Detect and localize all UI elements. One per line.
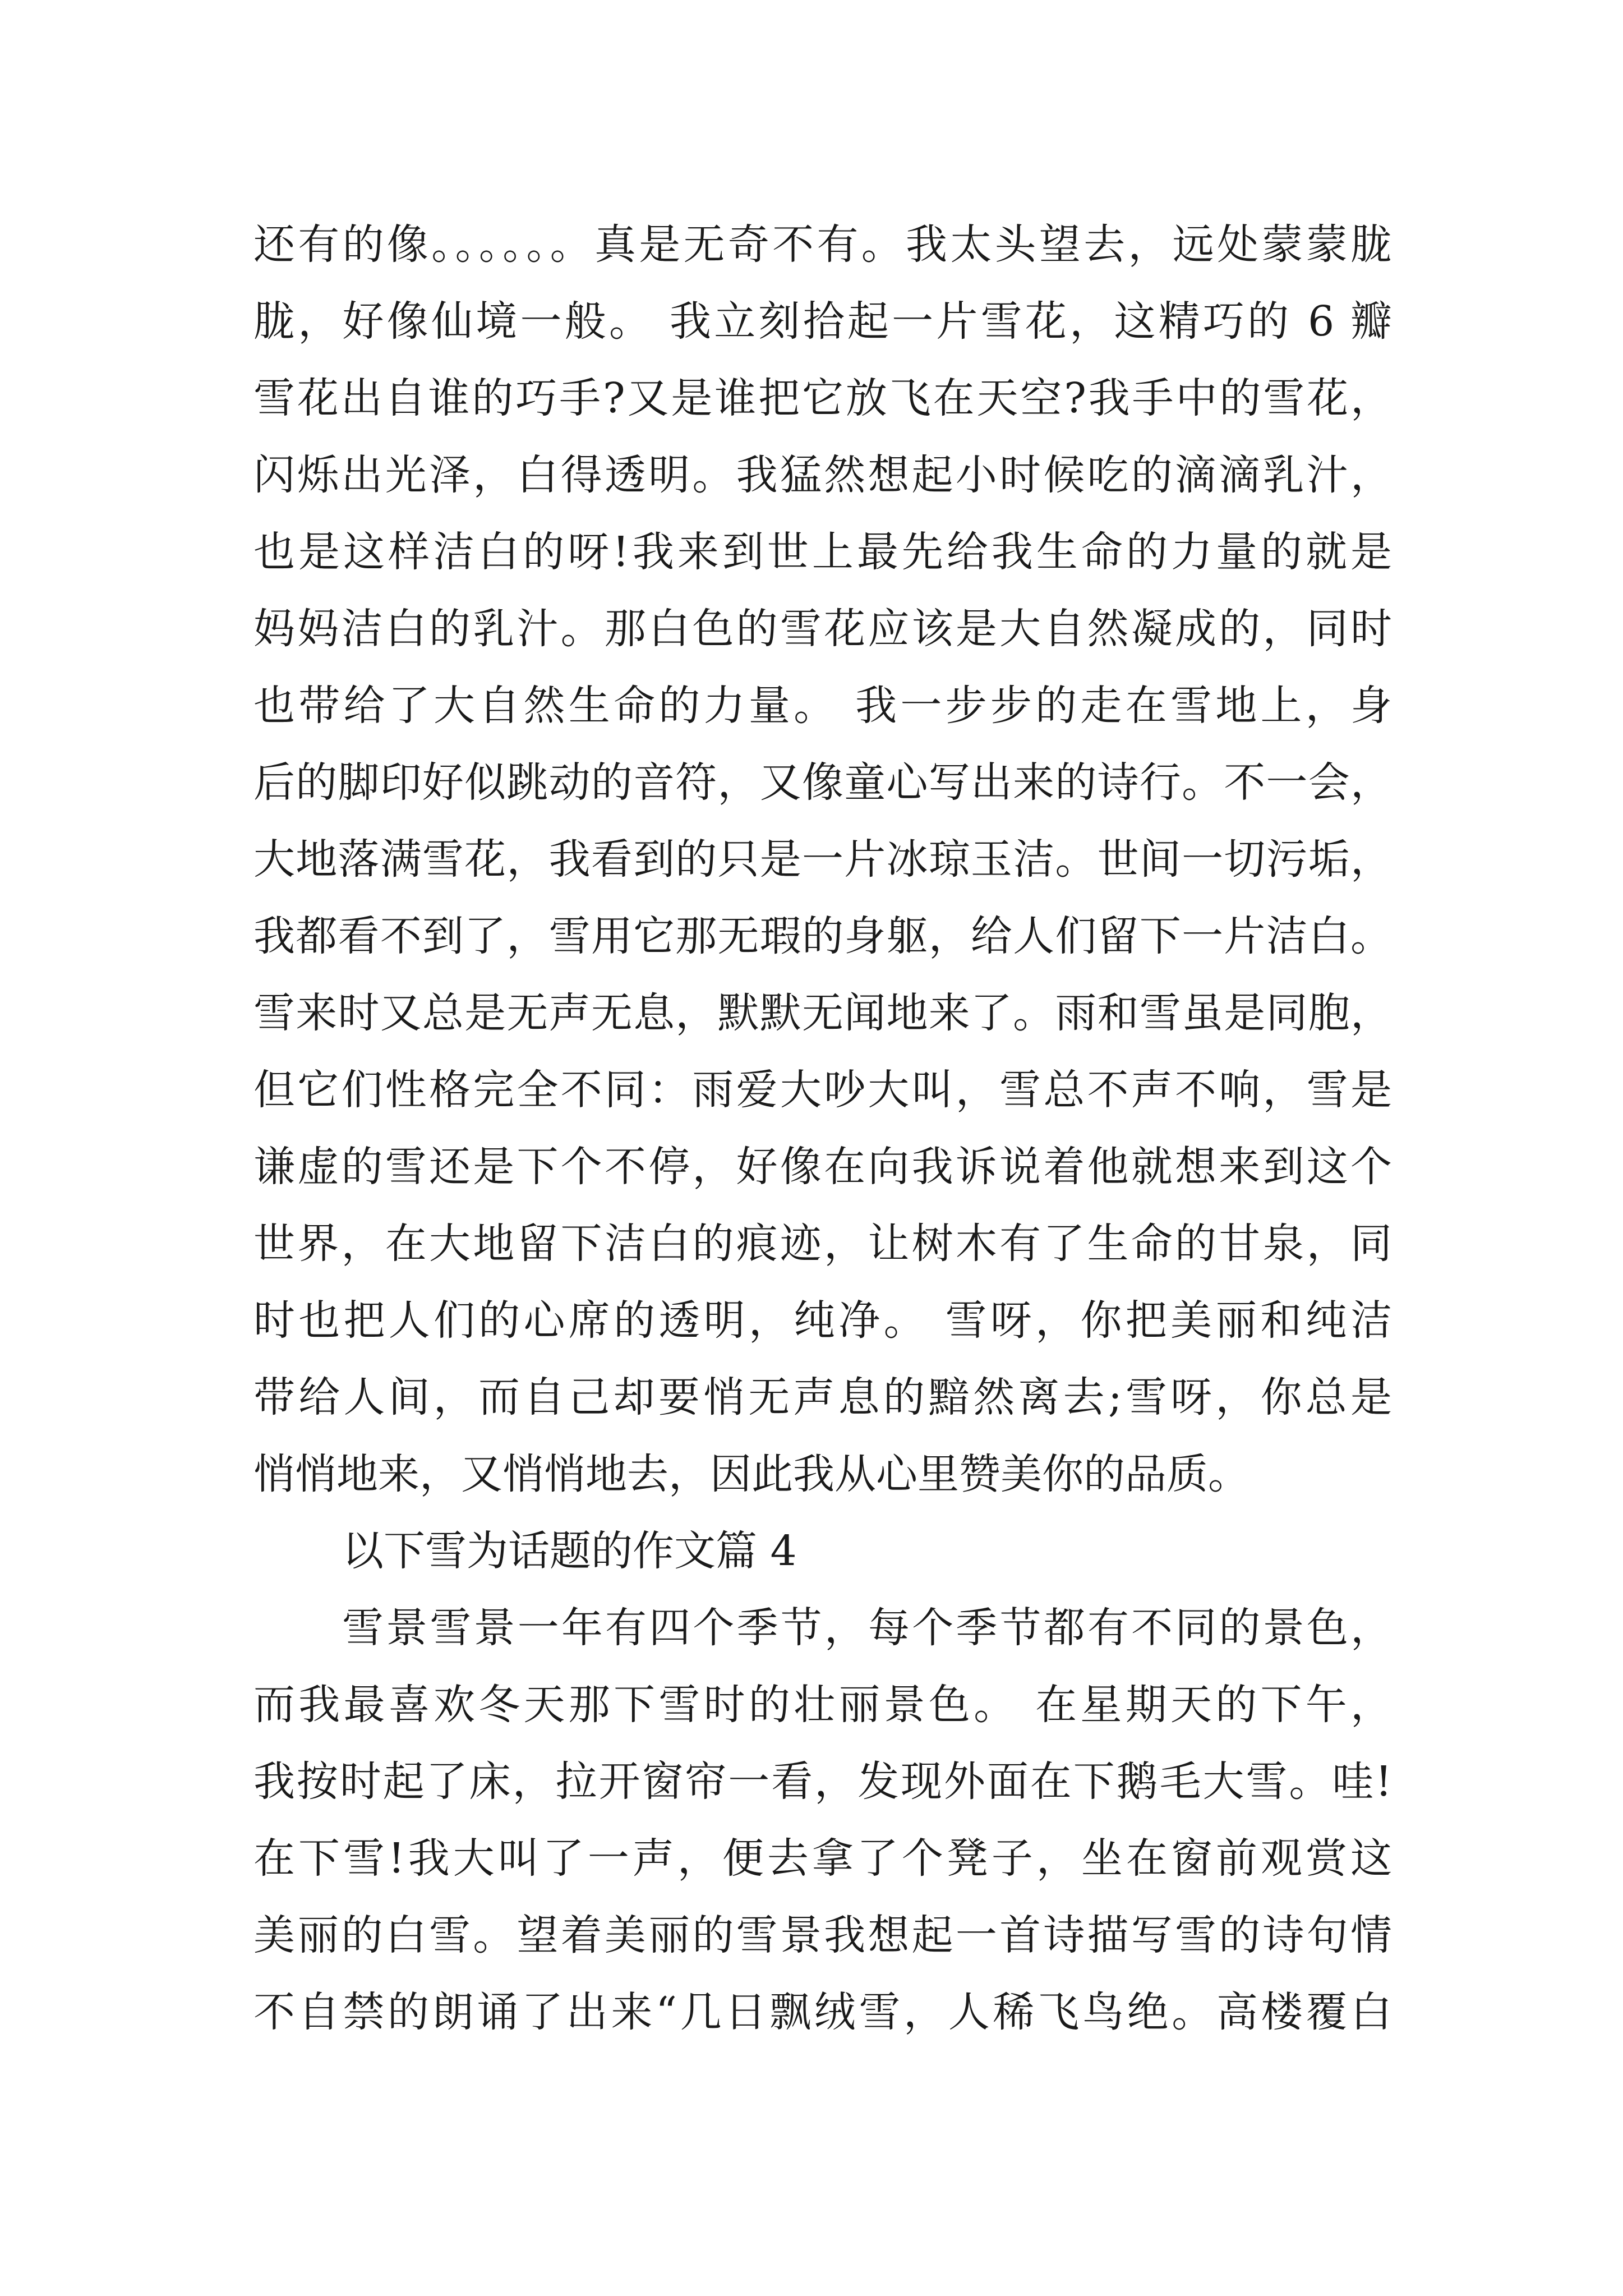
section-heading: 以下雪为话题的作文篇 4 [342, 1527, 797, 1575]
text-line: 不自禁的朗诵了出来“几日飘绒雪，人稀飞鸟绝。高楼覆白 [253, 1988, 1392, 2036]
paragraph-continued [253, 206, 1392, 1513]
text-line: 也是这样洁白的呀!我来到世上最先给我生命的力量的就是 [253, 528, 1392, 576]
text-line: 但它们性格完全不同：雨爱大吵大叫，雪总不声不响，雪是 [253, 1066, 1392, 1114]
text-line: 我按时起了床，拉开窗帘一看，发现外面在下鹅毛大雪。哇! [253, 1757, 1392, 1806]
text-line: 美丽的白雪。望着美丽的雪景我想起一首诗描写雪的诗句情 [253, 1911, 1392, 1959]
body-text [253, 206, 1392, 2051]
text-line: 妈妈洁白的乳汁。那白色的雪花应该是大自然凝成的，同时 [253, 605, 1392, 653]
text-line: 雪景雪景一年有四个季节，每个季节都有不同的景色， [342, 1604, 1392, 1652]
text-line: 时也把人们的心席的透明，纯净。 雪呀，你把美丽和纯洁 [253, 1296, 1392, 1345]
text-line: 在下雪!我大叫了一声，便去拿了个凳子，坐在窗前观赏这 [253, 1834, 1392, 1883]
text-line: 也带给了大自然生命的力量。 我一步步的走在雪地上，身 [253, 682, 1392, 730]
text-line: 闪烁出光泽，白得透明。我猛然想起小时候吃的滴滴乳汁， [253, 451, 1392, 499]
text-line: 带给人间，而自己却要悄无声息的黯然离去;雪呀，你总是 [253, 1373, 1392, 1421]
text-line: 大地落满雪花，我看到的只是一片冰琼玉洁。世间一切污垢， [253, 835, 1392, 884]
text-line: 谦虚的雪还是下个不停，好像在向我诉说着他就想来到这个 [253, 1143, 1392, 1191]
text-line: 还有的像。。。。。。真是无奇不有。我太头望去，远处蒙蒙胧 [253, 220, 1392, 269]
text-line: 我都看不到了，雪用它那无瑕的身躯，给人们留下一片洁白。 [253, 912, 1392, 960]
text-line: 后的脚印好似跳动的音符，又像童心写出来的诗行。不一会， [253, 758, 1392, 807]
text-line: 雪花出自谁的巧手?又是谁把它放飞在天空?我手中的雪花， [253, 374, 1392, 422]
text-line: 悄悄地来，又悄悄地去，因此我从心里赞美你的品质。 [253, 1450, 1249, 1498]
text-line: 世界，在大地留下洁白的痕迹，让树木有了生命的甘泉，同 [253, 1220, 1392, 1268]
text-line: 胧，好像仙境一般。 我立刻拾起一片雪花，这精巧的 6 瓣 [253, 297, 1392, 346]
text-line: 雪来时又总是无声无息，默默无闻地来了。雨和雪虽是同胞， [253, 989, 1392, 1037]
text-line: 而我最喜欢冬天那下雪时的壮丽景色。 在星期天的下午， [253, 1681, 1392, 1729]
paragraph-new [253, 1590, 1392, 2051]
